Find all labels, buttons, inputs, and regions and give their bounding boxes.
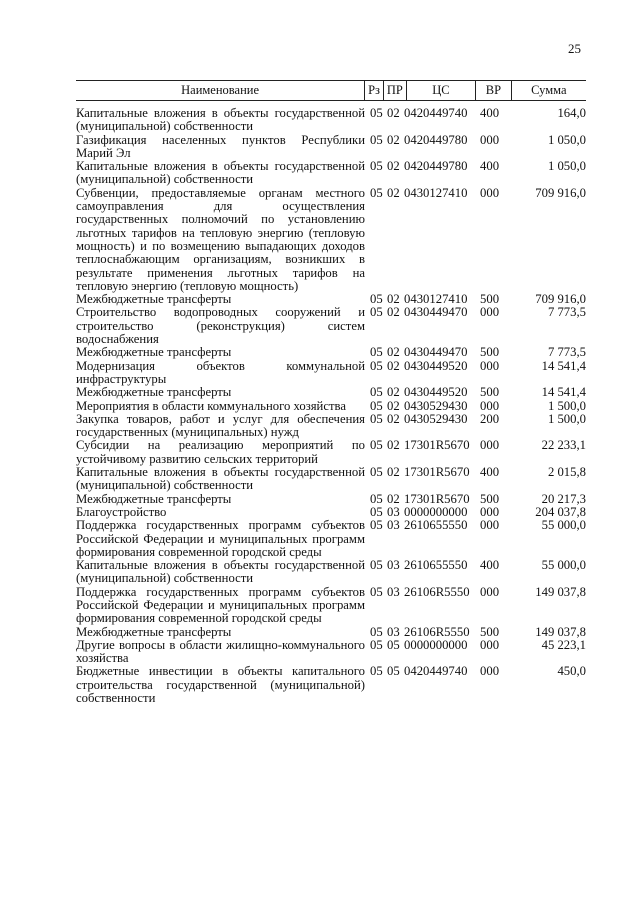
row-name: Капитальные вложения в объекты государственной (муниципальной) собственности bbox=[76, 106, 365, 134]
row-name: Строительство водопроводных сооружений и строительство (реконструкция) систем водоснабжения bbox=[76, 305, 365, 347]
row-name: Капитальные вложения в объекты государственной (муниципальной) собственности bbox=[76, 159, 365, 187]
row-sum: 1 500,0 bbox=[547, 398, 586, 413]
row-vr: 000 bbox=[480, 358, 500, 373]
row-rz: 05 bbox=[370, 637, 383, 652]
row-vr: 000 bbox=[480, 504, 500, 519]
row-sum: 20 217,3 bbox=[541, 491, 586, 506]
row-name: Межбюджетные трансферты bbox=[76, 385, 232, 400]
row-cs: 26106R5550 bbox=[404, 624, 470, 639]
row-name: Поддержка государственных программ субъектов Российской Федерации и муниципальных программ формирования современной городской среды bbox=[76, 518, 365, 559]
table-row bbox=[76, 586, 586, 626]
row-cs: 17301R5670 bbox=[404, 438, 470, 453]
row-cs: 2610655550 bbox=[404, 518, 468, 533]
row-rz: 05 bbox=[370, 465, 383, 480]
row-sum: 7 773,5 bbox=[547, 345, 586, 360]
row-rz: 05 bbox=[370, 345, 383, 360]
row-sum: 164,0 bbox=[557, 106, 586, 120]
table-row bbox=[76, 134, 586, 161]
table-row bbox=[76, 519, 586, 559]
row-name: Газификация населенных пунктов Республики Марий Эл bbox=[76, 132, 365, 160]
row-name: Субсидии на реализацию мероприятий по устойчивому развитию сельских территорий bbox=[76, 438, 365, 466]
row-cs: 0430127410 bbox=[404, 185, 468, 200]
table-row bbox=[76, 187, 586, 293]
table-row bbox=[76, 360, 586, 387]
row-cs: 0430529430 bbox=[404, 411, 468, 426]
row-vr: 000 bbox=[480, 185, 500, 200]
header-rz: Рз bbox=[364, 81, 383, 100]
header-cs: ЦС bbox=[406, 81, 475, 100]
row-pr: 03 bbox=[387, 558, 400, 573]
table-row bbox=[76, 346, 586, 359]
table-header bbox=[76, 80, 586, 101]
row-vr: 000 bbox=[480, 584, 500, 599]
row-cs: 0430127410 bbox=[404, 292, 468, 307]
row-sum: 7 773,5 bbox=[547, 305, 586, 320]
table-row bbox=[76, 439, 586, 466]
row-name: Межбюджетные трансферты bbox=[76, 345, 232, 360]
row-vr: 500 bbox=[480, 345, 500, 360]
row-vr: 400 bbox=[480, 159, 500, 174]
row-pr: 02 bbox=[387, 491, 400, 506]
row-pr: 03 bbox=[387, 624, 400, 639]
header-sum: Сумма bbox=[511, 81, 586, 100]
row-rz: 05 bbox=[370, 385, 383, 400]
row-rz: 05 bbox=[370, 159, 383, 174]
row-pr: 05 bbox=[387, 637, 400, 652]
row-vr: 000 bbox=[480, 664, 500, 679]
table-row bbox=[76, 306, 586, 346]
row-pr: 02 bbox=[387, 438, 400, 453]
row-pr: 02 bbox=[387, 411, 400, 426]
row-pr: 02 bbox=[387, 292, 400, 307]
row-name: Другие вопросы в области жилищно-коммунального хозяйства bbox=[76, 637, 365, 666]
row-vr: 400 bbox=[480, 558, 500, 573]
header-pr: ПР bbox=[383, 81, 406, 100]
row-pr: 03 bbox=[387, 504, 400, 519]
row-sum: 1 050,0 bbox=[547, 159, 586, 174]
table-row bbox=[76, 160, 586, 187]
row-sum: 22 233,1 bbox=[541, 438, 586, 453]
row-vr: 500 bbox=[480, 491, 500, 506]
header-name: Наименование bbox=[181, 83, 259, 97]
row-cs: 26106R5550 bbox=[404, 584, 470, 599]
row-rz: 05 bbox=[370, 398, 383, 413]
row-rz: 05 bbox=[370, 624, 383, 639]
row-rz: 05 bbox=[370, 438, 383, 453]
row-sum: 45 223,1 bbox=[541, 637, 586, 652]
row-pr: 02 bbox=[387, 385, 400, 400]
row-name: Межбюджетные трансферты bbox=[76, 624, 232, 639]
row-pr: 02 bbox=[387, 106, 400, 120]
row-pr: 03 bbox=[387, 584, 400, 599]
row-pr: 02 bbox=[387, 159, 400, 174]
row-pr: 02 bbox=[387, 305, 400, 320]
row-vr: 200 bbox=[480, 411, 500, 426]
row-cs: 0000000000 bbox=[404, 637, 468, 652]
row-vr: 500 bbox=[480, 385, 500, 400]
row-sum: 14 541,4 bbox=[541, 385, 586, 400]
row-cs: 2610655550 bbox=[404, 558, 468, 573]
header-vr: ВР bbox=[475, 81, 511, 100]
row-pr: 05 bbox=[387, 664, 400, 679]
row-sum: 709 916,0 bbox=[535, 292, 586, 307]
row-vr: 500 bbox=[480, 624, 500, 639]
row-sum: 55 000,0 bbox=[541, 558, 586, 573]
row-vr: 000 bbox=[480, 132, 500, 147]
row-cs: 0430529430 bbox=[404, 398, 468, 413]
row-cs: 17301R5670 bbox=[404, 465, 470, 480]
row-name: Межбюджетные трансферты bbox=[76, 491, 232, 506]
row-vr: 400 bbox=[480, 465, 500, 480]
row-rz: 05 bbox=[370, 358, 383, 373]
row-name: Субвенции, предоставляемые органам местного самоуправления для осуществления государственных полномочий по установлению льготных тарифов на тепловую энергию (тепловую мощность) и по возмещению выпадающих доходов теплоснабжающим организациям, возникших в результате применения льготных тарифов на тепловую энергию (тепловую мощность) bbox=[76, 185, 365, 293]
row-pr: 02 bbox=[387, 465, 400, 480]
row-cs: 0430449520 bbox=[404, 358, 468, 373]
row-name: Капитальные вложения в объекты государственной (муниципальной) собственности bbox=[76, 558, 365, 586]
table-row bbox=[76, 506, 586, 519]
row-sum: 450,0 bbox=[557, 664, 586, 679]
row-rz: 05 bbox=[370, 305, 383, 320]
page-number: 25 bbox=[568, 41, 581, 56]
row-rz: 05 bbox=[370, 106, 383, 120]
row-rz: 05 bbox=[370, 185, 383, 200]
row-name: Капитальные вложения в объекты государственной (муниципальной) собственности bbox=[76, 465, 365, 493]
table-row bbox=[76, 413, 586, 440]
table-body bbox=[76, 107, 586, 705]
row-vr: 000 bbox=[480, 305, 500, 320]
row-cs: 0420449780 bbox=[404, 159, 468, 174]
row-rz: 05 bbox=[370, 558, 383, 573]
row-vr: 400 bbox=[480, 106, 500, 120]
row-name: Закупка товаров, работ и услуг для обеспечения государственных (муниципальных) нужд bbox=[76, 411, 365, 440]
row-pr: 03 bbox=[387, 518, 400, 533]
row-pr: 02 bbox=[387, 185, 400, 200]
table-row bbox=[76, 665, 586, 705]
row-sum: 149 037,8 bbox=[535, 624, 586, 639]
row-rz: 05 bbox=[370, 132, 383, 147]
row-vr: 500 bbox=[480, 292, 500, 307]
row-sum: 149 037,8 bbox=[535, 584, 586, 599]
table-row bbox=[76, 386, 586, 399]
row-cs: 0000000000 bbox=[404, 504, 468, 519]
row-sum: 2 015,8 bbox=[547, 465, 586, 480]
row-pr: 02 bbox=[387, 345, 400, 360]
row-rz: 05 bbox=[370, 491, 383, 506]
row-vr: 000 bbox=[480, 637, 500, 652]
table-row bbox=[76, 559, 586, 586]
row-name: Благоустройство bbox=[76, 504, 167, 519]
row-name: Межбюджетные трансферты bbox=[76, 292, 232, 307]
row-sum: 1 500,0 bbox=[547, 411, 586, 426]
row-cs: 0420449780 bbox=[404, 132, 468, 147]
row-sum: 55 000,0 bbox=[541, 518, 586, 533]
row-cs: 0430449470 bbox=[404, 305, 468, 320]
table-row bbox=[76, 107, 586, 134]
table-row bbox=[76, 639, 586, 666]
row-rz: 05 bbox=[370, 292, 383, 307]
row-cs: 0430449520 bbox=[404, 385, 468, 400]
budget-table bbox=[76, 80, 586, 705]
row-name: Мероприятия в области коммунального хозяйства bbox=[76, 398, 346, 413]
row-rz: 05 bbox=[370, 504, 383, 519]
row-rz: 05 bbox=[370, 664, 383, 679]
row-cs: 0430449470 bbox=[404, 345, 468, 360]
row-vr: 000 bbox=[480, 518, 500, 533]
row-sum: 1 050,0 bbox=[547, 132, 586, 147]
table-row bbox=[76, 466, 586, 493]
row-pr: 02 bbox=[387, 358, 400, 373]
row-rz: 05 bbox=[370, 411, 383, 426]
row-name: Поддержка государственных программ субъектов Российской Федерации и муниципальных программ формирования современной городской среды bbox=[76, 584, 365, 626]
row-sum: 14 541,4 bbox=[541, 358, 586, 373]
row-vr: 000 bbox=[480, 398, 500, 413]
table-row bbox=[76, 293, 586, 306]
table-row bbox=[76, 493, 586, 506]
row-name: Бюджетные инвестиции в объекты капитального строительства государственной (муниципальной) собственности bbox=[76, 664, 365, 706]
row-vr: 000 bbox=[480, 438, 500, 453]
row-rz: 05 bbox=[370, 584, 383, 599]
row-sum: 204 037,8 bbox=[535, 504, 586, 519]
row-pr: 02 bbox=[387, 398, 400, 413]
row-sum: 709 916,0 bbox=[535, 185, 586, 200]
table-row bbox=[76, 626, 586, 639]
row-cs: 0420449740 bbox=[404, 664, 468, 679]
row-rz: 05 bbox=[370, 518, 383, 533]
row-pr: 02 bbox=[387, 132, 400, 147]
table-row bbox=[76, 400, 586, 413]
row-name: Модернизация объектов коммунальной инфраструктуры bbox=[76, 358, 365, 386]
row-cs: 0420449740 bbox=[404, 106, 468, 120]
row-cs: 17301R5670 bbox=[404, 491, 470, 506]
